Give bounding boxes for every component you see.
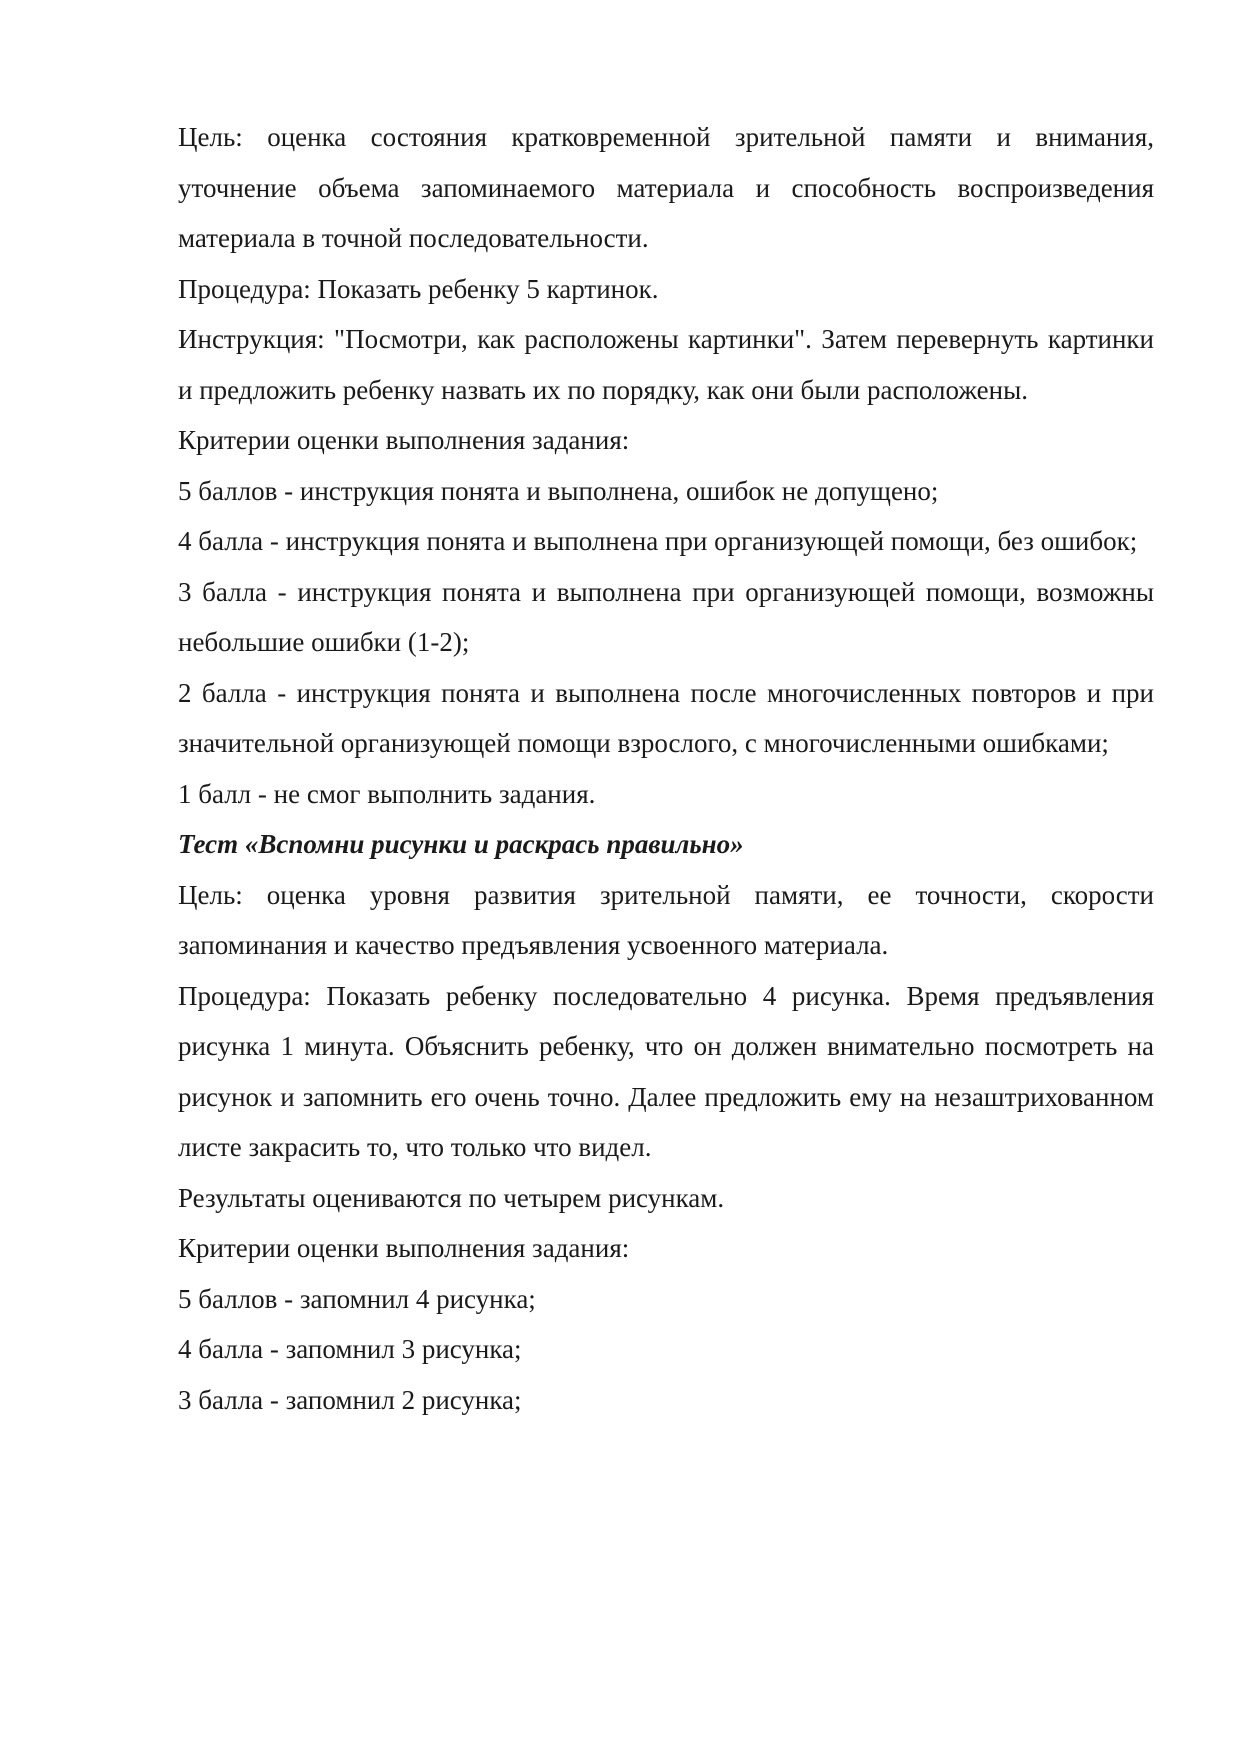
test-title: Тест «Вспомни рисунки и раскрась правильно» (178, 829, 744, 859)
criteria-heading-1: Критерии оценки выполнения задания: (178, 425, 630, 455)
criteria-item-1-point: 1 балл - не смог выполнить задания. (178, 778, 596, 809)
goal-paragraph-2: Цель: оценка уровня развития зрительной памяти, ее точности, скорости запоминания и качество предъявления усвоенного материала. (178, 879, 1154, 960)
criteria-item-3-points: 3 балла - инструкция понята и выполнена при организующей помощи, возможны небольшие ошибки (1-2); (178, 576, 1154, 657)
criteria-item-5-points: 5 баллов - инструкция понята и выполнена, ошибок не допущено; (178, 475, 939, 506)
result-item-4-points: 4 балла - запомнил 3 рисунка; (178, 1334, 522, 1364)
result-item-3-points: 3 балла - запомнил 2 рисунка; (178, 1384, 522, 1415)
document-text (178, 112, 1154, 1425)
result-item-5-points: 5 баллов - запомнил 4 рисунка; (178, 1283, 536, 1314)
criteria-heading-2: Критерии оценки выполнения задания: (178, 1233, 630, 1263)
criteria-item-2-points: 2 балла - инструкция понята и выполнена после многочисленных повторов и при значительной организующей помощи взрослого, с многочисленными ошибками; (178, 677, 1154, 758)
instruction-paragraph: Инструкция: "Посмотри, как расположены картинки". Затем перевернуть картинки и предложить ребенку назвать их по порядку, как они были расположены. (178, 324, 1154, 405)
goal-paragraph-1: Цель: оценка состояния кратковременной зрительной памяти и внимания, уточнение объема запоминаемого материала и способность воспроизведения материала в точной последовательности. (178, 122, 1154, 253)
procedure-paragraph-1: Процедура: Показать ребенку 5 картинок. (178, 273, 659, 304)
results-paragraph: Результаты оцениваются по четырем рисункам. (178, 1182, 725, 1213)
criteria-item-4-points: 4 балла - инструкция понята и выполнена при организующей помощи, без ошибок; (178, 526, 1138, 556)
procedure-paragraph-2: Процедура: Показать ребенку последовательно 4 рисунка. Время предъявления рисунка 1 минута. Объяснить ребенку, что он должен внимательно посмотреть на рисунок и запомнить его очень точно. Далее предложить ему на незаштрихованном листе закрасить то, что только что видел. (178, 980, 1154, 1162)
